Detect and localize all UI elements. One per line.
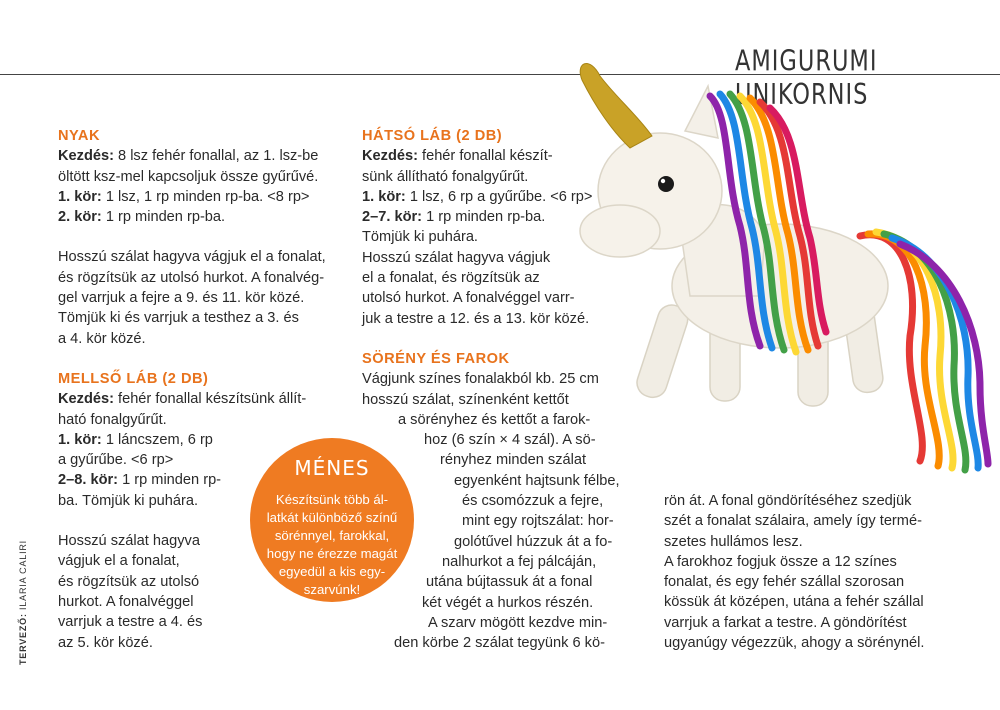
text-line: Vágjunk színes fonalakból kb. 25 cm (362, 371, 599, 388)
badge-line: egyedül a kis egy- (278, 564, 386, 579)
text-line: a sörényhez és kettőt a farok- (398, 411, 591, 428)
text-line: az 5. kör közé. (58, 634, 153, 651)
text-line: 2–7. kör: 1 rp minden rp-ba. (362, 209, 546, 226)
text-line: A szarv mögött kezdve min- (428, 614, 608, 631)
badge-line: latkát különböző színű (266, 510, 398, 525)
text-line: utána bújtassuk át a fonal (426, 574, 593, 591)
text-line: és rögzítsük az utolsó (58, 573, 200, 590)
text-line: rön át. A fonal göndörítéséhez szedjük (664, 493, 912, 509)
badge-line: Készítsünk több ál- (275, 492, 389, 507)
text-line: kössük át középen, utána a fehér szállal (664, 594, 924, 611)
badge-line: szarvúnk! (303, 582, 361, 597)
text-line: két végét a hurkos részén. (422, 594, 594, 611)
text-line: ugyanúgy végezzük, ahogy a sörénynél. (664, 635, 925, 652)
text-line: hurkot. A fonalvéggel (58, 593, 194, 610)
text-line: ba. Tömjük ki puhára. (58, 492, 199, 509)
text-line: szét a fonalat szálaira, amely így termé- (664, 513, 922, 530)
text-line: Kezdés: fehér fonallal készít- (362, 148, 553, 165)
text-line: 1. kör: 1 lsz, 1 rp minden rp-ba. <8 rp> (58, 188, 310, 205)
text-line: mint egy rojtszálat: hor- (462, 513, 614, 530)
section-heading-hatso-lab: HÁTSÓ LÁB (2 DB) (362, 128, 503, 144)
unicorn-ear (685, 86, 718, 138)
text-line: juk a testre a 12. és a 13. kör közé. (362, 310, 590, 327)
text-line: 2–8. kör: 1 rp minden rp- (58, 472, 222, 489)
text-line: el a fonalat, és rögzítsük az (362, 270, 540, 287)
text-line: ható fonalgyűrűt. (58, 411, 167, 428)
text-line: a gyűrűbe. <6 rp> (58, 452, 174, 469)
text-line: golótűvel húzzuk át a fo- (454, 533, 613, 550)
text-line: rényhez minden szálat (440, 452, 587, 469)
credit-name: ILARIA CALIRI (18, 540, 28, 610)
text-line: a 4. kör közé. (58, 330, 146, 347)
text-line: Hosszú szálat hagyva (58, 533, 200, 550)
text-line: hoz (6 szín × 4 szál). A sö- (424, 432, 596, 449)
unicorn-photo (560, 56, 998, 476)
text-line: vágjuk el a fonalat, (58, 553, 180, 570)
text-line: 1. kör: 1 láncszem, 6 rp (58, 431, 213, 448)
text-line: fonalat, és egy fehér szállal szorosan (664, 574, 905, 591)
badge-text (250, 491, 414, 599)
text-line: den körbe 2 szálat tegyünk 6 kö- (394, 635, 605, 652)
text-line: Kezdés: 8 lsz fehér fonallal, az 1. lsz-be (58, 148, 319, 165)
designer-credit (18, 540, 28, 665)
text-line: és rögzítsük az utolsó hurkot. A fonalvég- (58, 269, 325, 286)
text-line: Kezdés: fehér fonallal készítsünk állít- (58, 391, 307, 408)
text-line: utolsó hurkot. A fonalvéggel varr- (362, 290, 575, 307)
text-line: Tömjük ki és varrjuk a testhez a 3. és (58, 310, 299, 327)
page-title: AMIGURUMI UNIKORNIS (735, 44, 878, 111)
text-line: nalhurkot a fej pálcáján, (442, 553, 597, 570)
section-heading-soreny: SÖRÉNY ÉS FAROK (362, 350, 510, 367)
section-heading-mellso-lab: MELLSŐ LÁB (2 DB) (58, 370, 209, 387)
text-line: A farokhoz fogjuk össze a 12 színes (664, 553, 897, 570)
credit-label: TERVEZŐ: (18, 613, 28, 665)
column-right (664, 491, 924, 653)
text-line: öltött ksz-mel kapcsoljuk össze gyűrűvé. (58, 168, 319, 185)
text-line: varrjuk a farkat a testre. A göndörítést (664, 614, 907, 631)
text-line: hosszú szálat, színenként kettőt (362, 391, 569, 408)
text-line: 2. kör: 1 rp minden rp-ba. (58, 209, 226, 226)
badge-line: sörénnyel, farokkal, (274, 528, 390, 543)
text-line: Hosszú szálat hagyva vágjuk (362, 249, 551, 266)
text-line: 1. kör: 1 lsz, 6 rp a gyűrűbe. <6 rp> (362, 188, 593, 205)
menes-badge (250, 438, 414, 602)
text-line: szetes hullámos lesz. (664, 533, 803, 550)
text-line: Tömjük ki puhára. (362, 229, 478, 246)
text-line: varrjuk a testre a 4. és (58, 614, 203, 631)
text-line: Hosszú szálat hagyva vágjuk el a fonalat, (58, 249, 326, 266)
text-line: és csomózzuk a fejre, (462, 493, 604, 510)
unicorn-eye (658, 176, 674, 192)
text-line: gel varrjuk a fejre a 9. és 11. kör közé. (58, 290, 305, 307)
text-line: egyenként hajtsunk félbe, (454, 472, 620, 489)
section-heading-nyak: NYAK (58, 128, 101, 144)
text-line: sünk állítható fonalgyűrűt. (362, 168, 529, 185)
badge-title: MÉNES (294, 456, 370, 480)
badge-line: hogy ne érezze magát (266, 546, 398, 561)
